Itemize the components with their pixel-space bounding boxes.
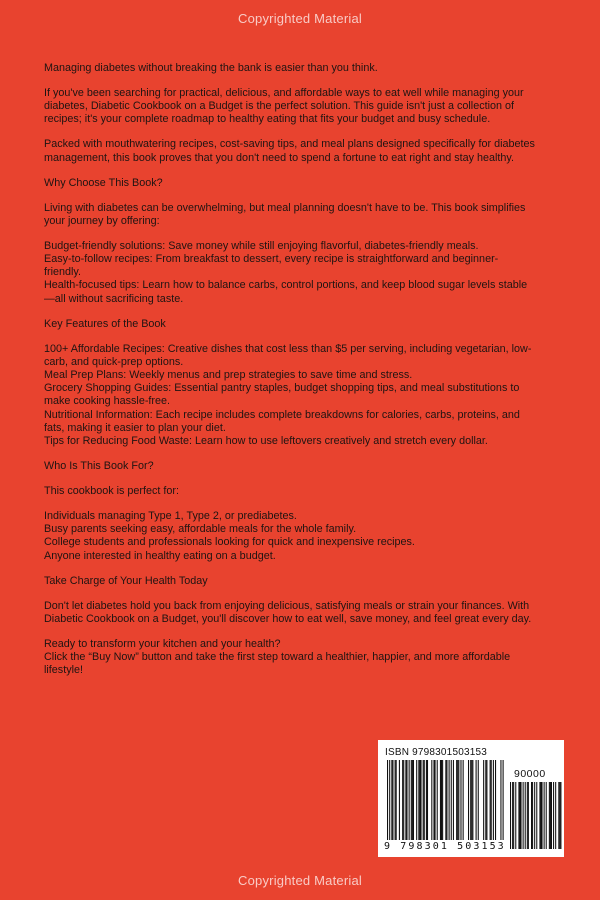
addon-bar	[519, 782, 520, 849]
barcode-bar	[409, 760, 410, 840]
text-line: Nutritional Information: Each recipe includes complete breakdowns for calories, carbs, proteins, and	[44, 408, 520, 421]
barcode-bar	[392, 760, 393, 840]
addon-bar	[555, 782, 556, 849]
text-line: Why Choose This Book?	[44, 176, 163, 189]
text-line: friendly.	[44, 266, 82, 279]
paragraph	[44, 202, 566, 228]
barcode-bar	[486, 760, 487, 840]
barcode-bar	[491, 760, 492, 840]
isbn-label: ISBN 9798301503153	[385, 747, 488, 758]
barcode-bar	[440, 760, 441, 840]
barcode-bar	[424, 760, 425, 840]
text-line: College students and professionals looking for quick and inexpensive recipes.	[44, 536, 415, 549]
addon-bar	[551, 782, 552, 849]
text-line: Easy-to-follow recipes: From breakfast to dessert, every recipe is straightforward and beginner-	[44, 253, 499, 266]
barcode-bar	[493, 760, 494, 840]
text-line: Meal Prep Plans: Weekly menus and prep strategies to save time and stress.	[44, 369, 413, 382]
addon-bar	[550, 782, 551, 849]
watermark-top: Copyrighted Material	[238, 11, 362, 26]
price-code: 90000	[514, 768, 546, 780]
barcode-bar	[413, 760, 414, 840]
addon-bar	[546, 782, 547, 849]
text-line: Key Features of the Book	[44, 317, 166, 330]
barcode-bar	[503, 760, 504, 840]
paragraph	[44, 177, 566, 190]
barcode-bar	[412, 760, 413, 840]
text-line: carb, and quick-prep options.	[44, 355, 184, 368]
barcode-bar	[457, 760, 458, 840]
barcode-bar	[391, 760, 392, 840]
barcode-bar	[463, 760, 464, 840]
addon-bar	[521, 782, 522, 849]
barcode-digits: 9 798301 503153	[384, 841, 506, 852]
addon-bar	[523, 782, 524, 849]
text-line: lifestyle!	[44, 664, 84, 677]
barcode-bar	[449, 760, 450, 840]
barcode-bar	[495, 760, 496, 840]
addon-bar	[559, 782, 560, 849]
text-line: Take Charge of Your Health Today	[44, 574, 208, 587]
addon-bar	[549, 782, 550, 849]
paragraph	[44, 485, 566, 498]
barcode-bar	[395, 760, 396, 840]
text-line: your journey by offering:	[44, 214, 160, 227]
barcode-bar	[396, 760, 397, 840]
barcode-bar	[431, 760, 432, 840]
text-line: —all without sacrificing taste.	[44, 292, 184, 305]
addon-bar	[527, 782, 528, 849]
paragraph	[44, 343, 566, 449]
barcode-bar	[433, 760, 434, 840]
addon-bar	[553, 782, 554, 849]
barcode-bar	[411, 760, 412, 840]
addon-bar	[540, 782, 541, 849]
text-line: make cooking hassle-free.	[44, 395, 171, 408]
barcode-bar	[427, 760, 428, 840]
barcode-bar	[478, 760, 479, 840]
barcode-bar	[453, 760, 454, 840]
barcode-bar	[490, 760, 491, 840]
addon-bar	[534, 782, 535, 849]
barcode-bar	[445, 760, 446, 840]
text-line: Anyone interested in healthy eating on a budget.	[44, 549, 276, 562]
barcode-bar	[405, 760, 406, 840]
text-line: Who Is This Book For?	[44, 460, 154, 473]
barcode-bar	[389, 760, 390, 840]
paragraph	[44, 138, 566, 164]
addon-bar	[518, 782, 519, 849]
barcode-bar	[416, 760, 417, 840]
text-line: management, this book proves that you don't need to spend a fortune to eat right and stay healthy.	[44, 151, 515, 164]
paragraph	[44, 240, 566, 306]
text-line: This cookbook is perfect for:	[44, 485, 180, 498]
addon-bar	[531, 782, 532, 849]
text-line: If you've been searching for practical, delicious, and affordable ways to eat well while managing your	[44, 87, 524, 99]
paragraph	[44, 600, 566, 626]
text-line: Diabetic Cookbook on a Budget, you'll discover how to eat well, save money, and feel great every day.	[44, 612, 532, 625]
paragraph	[44, 510, 566, 563]
paragraph	[44, 87, 566, 127]
paragraph	[44, 575, 566, 588]
barcode-bar	[423, 760, 424, 840]
barcode-bar	[470, 760, 471, 840]
text-line: Don't let diabetes hold you back from enjoying delicious, satisfying meals or strain your finances. With	[44, 599, 530, 612]
barcode-bar	[468, 760, 469, 840]
addon-bar	[515, 782, 516, 849]
barcode-bar	[435, 760, 436, 840]
text-line: 100+ Affordable Recipes: Creative dishes that cost less than $5 per serving, including vegetarian, low-	[44, 342, 532, 355]
addon-bar	[513, 782, 514, 849]
barcode-bar	[406, 760, 407, 840]
text-line: Budget-friendly solutions: Save money while still enjoying flavorful, diabetes-friendly meals.	[44, 239, 479, 252]
barcode-bar	[485, 760, 486, 840]
barcode-bar	[472, 760, 473, 840]
addon-bar	[560, 782, 561, 849]
barcode-bar	[442, 760, 443, 840]
barcode-bar	[458, 760, 459, 840]
text-line: Individuals managing Type 1, Type 2, or prediabetes.	[44, 510, 297, 523]
paragraph	[44, 638, 566, 678]
barcode-bar	[420, 760, 421, 840]
barcode-bar	[483, 760, 484, 840]
text-line: recipes; it's your complete roadmap to healthy eating that fits your budget and busy schedule.	[44, 113, 491, 126]
barcode-bar	[402, 760, 403, 840]
addon-bar	[532, 782, 533, 849]
barcode-bar	[441, 760, 442, 840]
addon-bar	[544, 782, 545, 849]
watermark-bottom: Copyrighted Material	[238, 873, 362, 888]
barcode-bar	[399, 760, 400, 840]
barcode-bar	[500, 760, 501, 840]
text-line: Grocery Shopping Guides: Essential pantry staples, budget shopping tips, and meal substitutions to	[44, 382, 520, 395]
text-line: Tips for Reducing Food Waste: Learn how to use leftovers creatively and stretch every dollar.	[44, 435, 488, 448]
barcode-bar	[471, 760, 472, 840]
barcode-bar	[456, 760, 457, 840]
addon-bar	[510, 782, 511, 849]
barcode-bar	[476, 760, 477, 840]
text-line: diabetes, Diabetic Cookbook on a Budget is the perfect solution. This guide isn't just a collection of	[44, 100, 515, 113]
text-line: Packed with mouthwatering recipes, cost-saving tips, and meal plans designed specifically for diabetes	[44, 138, 535, 151]
text-line: Ready to transform your kitchen and your health?	[44, 637, 281, 650]
barcode-bar	[426, 760, 427, 840]
barcode-bar	[387, 760, 388, 840]
paragraph	[44, 62, 566, 75]
text-line: Busy parents seeking easy, affordable meals for the whole family.	[44, 523, 357, 536]
text-line: Managing diabetes without breaking the bank is easier than you think.	[44, 62, 378, 74]
barcode-bar	[418, 760, 419, 840]
barcode-bars	[378, 740, 564, 857]
barcode-bar	[446, 760, 447, 840]
barcode-bar	[419, 760, 420, 840]
addon-bar	[536, 782, 537, 849]
barcode-bar	[451, 760, 452, 840]
text-line: fats, making it easier to plan your diet.	[44, 421, 226, 434]
paragraph	[44, 318, 566, 331]
book-description	[44, 62, 566, 689]
addon-bar	[542, 782, 543, 849]
paragraph	[44, 460, 566, 473]
text-line: Click the “Buy Now” button and take the first step toward a healthier, happier, and more affordable	[44, 651, 511, 664]
addon-bar	[558, 782, 559, 849]
barcode-bar	[403, 760, 404, 840]
addon-bar	[528, 782, 529, 849]
text-line: Health-focused tips: Learn how to balance carbs, control portions, and keep blood sugar levels stable	[44, 279, 528, 292]
addon-bar	[525, 782, 526, 849]
addon-bar	[539, 782, 540, 849]
addon-bar	[512, 782, 513, 849]
isbn-barcode	[378, 740, 564, 857]
barcode-bar	[460, 760, 461, 840]
barcode-bar	[437, 760, 438, 840]
text-line: Living with diabetes can be overwhelming, but meal planning doesn't have to be. This book simplifies	[44, 201, 526, 214]
